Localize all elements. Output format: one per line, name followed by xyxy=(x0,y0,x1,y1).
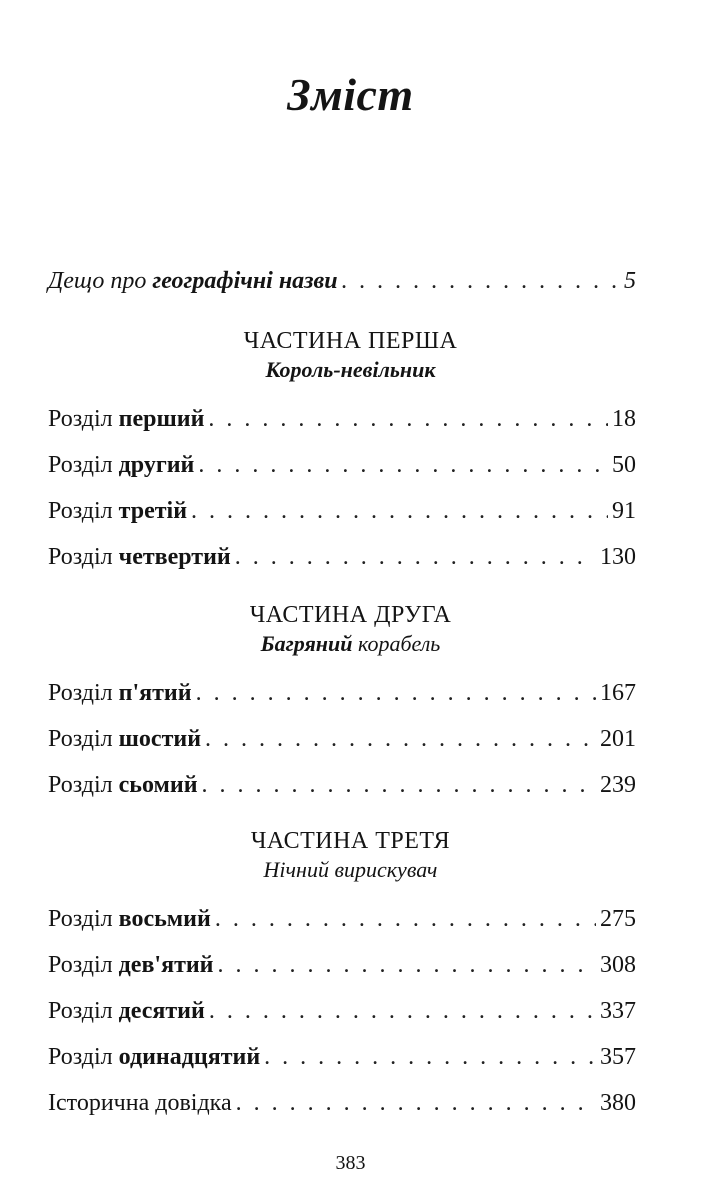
entry-label: Розділ дев'ятий xyxy=(48,952,214,978)
entry-label: Історична довідка xyxy=(48,1090,232,1116)
part-subtitle: Багряний корабель xyxy=(260,631,441,656)
page-number: 380 xyxy=(600,1090,636,1116)
page-number: 357 xyxy=(600,1044,636,1070)
page-number: 130 xyxy=(600,544,636,570)
entry-label: Розділ восьмий xyxy=(48,906,211,932)
dot-leader xyxy=(218,950,596,980)
entry-label: Розділ п'ятий xyxy=(48,680,192,706)
page-number: 239 xyxy=(600,772,636,798)
part-subtitle: Нічний вирискувач xyxy=(263,857,438,882)
dot-leader xyxy=(208,404,608,434)
page-number: 275 xyxy=(600,906,636,932)
entry-label: Розділ перший xyxy=(48,406,205,432)
page-number: 91 xyxy=(612,498,636,524)
part-subtitle: Король-невільник xyxy=(265,357,436,382)
page-number: 18 xyxy=(612,406,636,432)
page-number: 201 xyxy=(600,726,636,752)
entry-label: Розділ сьомий xyxy=(48,772,198,798)
dot-leader xyxy=(196,678,596,708)
toc-entry-chapter-2[interactable] xyxy=(48,450,636,480)
dot-leader xyxy=(209,996,596,1026)
entry-label: Розділ четвертий xyxy=(48,544,231,570)
entry-label: Розділ шостий xyxy=(48,726,202,752)
toc-entry-chapter-3[interactable] xyxy=(48,496,636,526)
dot-leader xyxy=(215,904,596,934)
dot-leader xyxy=(236,1088,596,1118)
entry-label: Дещо про географічні назви xyxy=(48,268,338,294)
part-heading-3 xyxy=(0,826,701,884)
toc-entry-intro[interactable] xyxy=(48,266,636,296)
page-number: 337 xyxy=(600,998,636,1024)
page-title: Зміст xyxy=(287,69,414,120)
toc-entry-chapter-7[interactable] xyxy=(48,770,636,800)
dot-leader xyxy=(235,542,596,572)
part-heading-2 xyxy=(0,600,701,658)
dot-leader xyxy=(342,266,620,296)
toc-entry-chapter-5[interactable] xyxy=(48,678,636,708)
part-title: ЧАСТИНА ТРЕТЯ xyxy=(250,828,451,854)
dot-leader xyxy=(264,1042,596,1072)
page-number: 167 xyxy=(600,680,636,706)
entry-label: Розділ третій xyxy=(48,498,188,524)
entry-label: Розділ другий xyxy=(48,452,195,478)
toc-entry-chapter-11[interactable] xyxy=(48,1042,636,1072)
toc-entry-chapter-6[interactable] xyxy=(48,724,636,754)
dot-leader xyxy=(205,724,596,754)
page-number: 50 xyxy=(612,452,636,478)
part-heading-1 xyxy=(0,326,701,384)
entry-label: Розділ одинадцятий xyxy=(48,1044,261,1070)
toc-entry-chapter-1[interactable] xyxy=(48,404,636,434)
toc-entry-chapter-4[interactable] xyxy=(48,542,636,572)
folio-page-number: 383 xyxy=(335,1152,366,1174)
toc-entry-chapter-9[interactable] xyxy=(48,950,636,980)
part-title: ЧАСТИНА ДРУГА xyxy=(249,602,452,628)
dot-leader xyxy=(198,450,608,480)
toc-entry-chapter-10[interactable] xyxy=(48,996,636,1026)
toc-entry-chapter-8[interactable] xyxy=(48,904,636,934)
dot-leader xyxy=(202,770,596,800)
entry-label: Розділ десятий xyxy=(48,998,205,1024)
page-number: 308 xyxy=(600,952,636,978)
page-number: 5 xyxy=(624,268,636,294)
dot-leader xyxy=(191,496,608,526)
toc-entry-historical-note[interactable] xyxy=(48,1088,636,1118)
part-title: ЧАСТИНА ПЕРША xyxy=(243,328,458,354)
